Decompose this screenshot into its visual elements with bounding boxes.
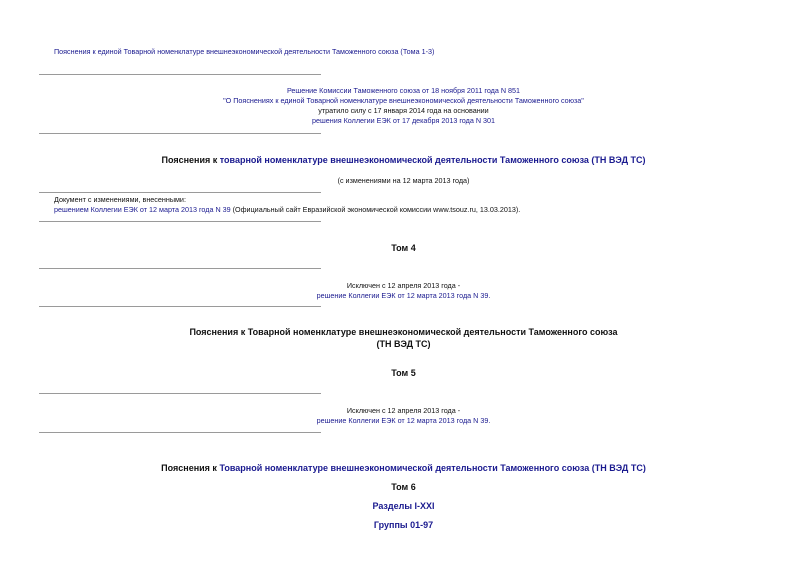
- tom5-heading-line-2: (ТН ВЭД ТС): [376, 339, 431, 349]
- tom6-heading: [0, 462, 807, 474]
- divider: [39, 393, 321, 394]
- divider: [39, 221, 321, 222]
- tom4-excluded: Исключен с 12 апреля 2013 года -: [346, 281, 461, 290]
- main-title-prefix: Пояснения к: [161, 155, 220, 165]
- divider: [39, 306, 321, 307]
- divider: [39, 74, 321, 75]
- divider: [39, 192, 321, 193]
- divider: [39, 268, 321, 269]
- document-changes-link[interactable]: решением Коллегии ЕЭК от 12 марта 2013 года N 39: [54, 205, 231, 214]
- changes-note: (с изменениями на 12 марта 2013 года): [337, 176, 470, 185]
- decision-line-2[interactable]: "О Пояснениях к единой Товарной номенклатуре внешнеэкономической деятельности Таможенного союза": [223, 96, 584, 105]
- tom4-link[interactable]: решение Коллегии ЕЭК от 12 марта 2013 года N 39.: [316, 291, 491, 300]
- main-title-link[interactable]: товарной номенклатуре внешнеэкономической деятельности Таможенного союза (ТН ВЭД ТС): [219, 155, 646, 165]
- document-changes-suffix: (Официальный сайт Евразийской экономической комиссии www.tsouz.ru, 13.03.2013).: [230, 205, 521, 214]
- document-changes-label: Документ с изменениями, внесенными:: [54, 195, 186, 204]
- document-changes-line: [54, 205, 520, 215]
- tom6-heading-link[interactable]: Товарной номенклатуре внешнеэкономической деятельности Таможенного союза (ТН ВЭД ТС): [219, 463, 646, 473]
- divider: [39, 432, 321, 433]
- decision-line-3: утратило силу с 17 января 2014 года на основании: [318, 106, 489, 115]
- tom5-heading-line-1: Пояснения к Товарной номенклатуре внешнеэкономической деятельности Таможенного союза: [189, 327, 618, 337]
- tom5-excluded: Исключен с 12 апреля 2013 года -: [346, 406, 461, 415]
- tom5-title: Том 5: [391, 368, 416, 378]
- header-link[interactable]: Пояснения к единой Товарной номенклатуре внешнеэкономической деятельности Таможенного союза (Тома 1-3): [54, 47, 435, 56]
- tom6-groups[interactable]: Группы 01-97: [373, 520, 434, 530]
- main-title: [0, 154, 807, 166]
- tom6-sections[interactable]: Разделы I-XXI: [372, 501, 435, 511]
- decision-line-1[interactable]: Решение Комиссии Таможенного союза от 18 ноября 2011 года N 851: [286, 86, 521, 95]
- tom5-link[interactable]: решение Коллегии ЕЭК от 12 марта 2013 года N 39.: [316, 416, 491, 425]
- tom6-heading-prefix: Пояснения к: [161, 463, 220, 473]
- tom6-title: Том 6: [391, 482, 416, 492]
- tom4-title: Том 4: [391, 243, 416, 253]
- divider: [39, 133, 321, 134]
- decision-line-4[interactable]: решения Коллегии ЕЭК от 17 декабря 2013 года N 301: [311, 116, 496, 125]
